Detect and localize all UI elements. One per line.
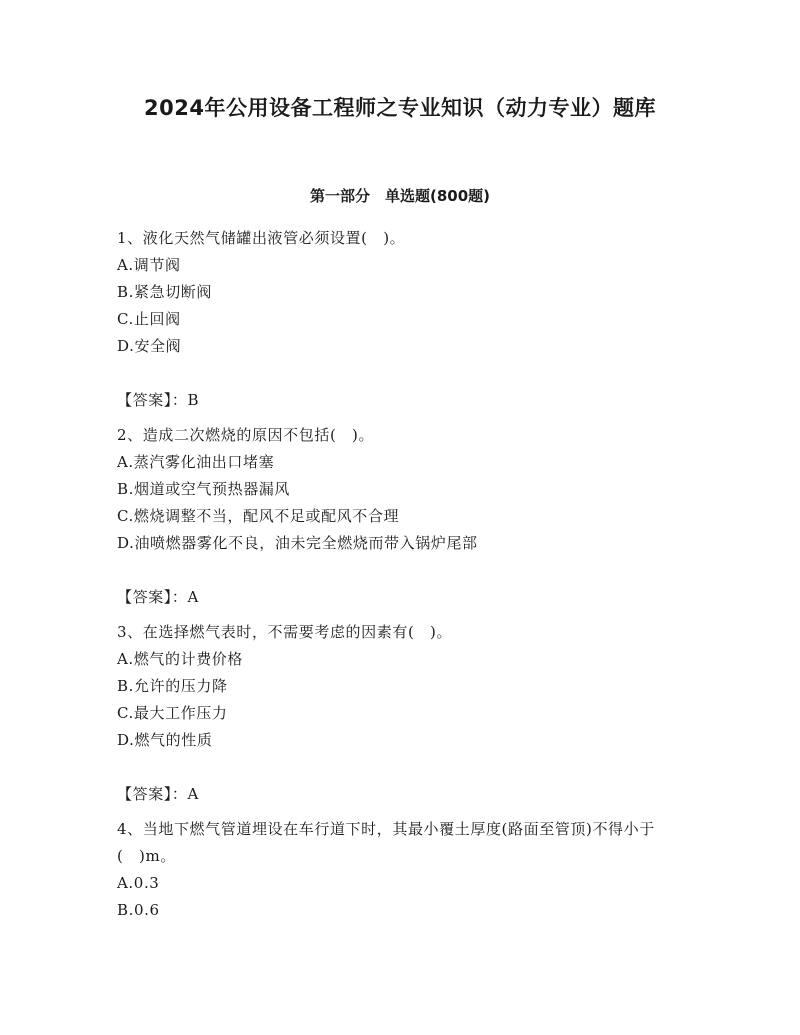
option-c: C.止回阀 <box>117 310 181 328</box>
option-d: D.油喷燃器雾化不良，油未完全燃烧而带入锅炉尾部 <box>117 534 478 552</box>
answer-value: B <box>187 391 200 409</box>
answer-line <box>117 584 687 611</box>
answer-label: 【答案】： <box>117 588 188 606</box>
question-stem: 2、造成二次燃烧的原因不包括( )。 <box>117 426 375 444</box>
option-a: A.调节阀 <box>117 256 181 274</box>
question-stem: 3、在选择燃气表时，不需要考虑的因素有( )。 <box>117 623 453 641</box>
question-item <box>117 816 687 924</box>
question-stem: 1、液化天然气储罐出液管必须设置( )。 <box>117 229 406 247</box>
question-item <box>117 422 687 611</box>
option-d: D.安全阀 <box>117 337 182 355</box>
option-b: B.烟道或空气预热器漏风 <box>117 480 290 498</box>
answer-value: A <box>187 785 199 803</box>
option-c: C.燃烧调整不当，配风不足或配风不合理 <box>117 507 400 525</box>
answer-line <box>117 781 687 808</box>
answer-line <box>117 387 687 414</box>
option-a: A.0.3 <box>117 874 160 892</box>
option-b: B.0.6 <box>117 901 160 919</box>
option-a: A.蒸汽雾化油出口堵塞 <box>117 453 275 471</box>
document-title: 2024年公用设备工程师之专业知识（动力专业）题库 <box>144 96 656 120</box>
answer-label: 【答案】： <box>117 391 188 409</box>
answer-value: A <box>187 588 199 606</box>
question-item <box>117 225 687 414</box>
section-title: 第一部分 单选题(800题) <box>309 187 491 205</box>
option-b: B.紧急切断阀 <box>117 283 212 301</box>
question-item <box>117 619 687 808</box>
question-stem: 4、当地下燃气管道埋设在车行道下时，其最小覆土厚度(路面至管顶)不得小于( )m。 <box>117 820 655 865</box>
option-c: C.最大工作压力 <box>117 704 228 722</box>
answer-label: 【答案】： <box>117 785 188 803</box>
question-list <box>117 225 687 924</box>
option-b: B.允许的压力降 <box>117 677 228 695</box>
option-d: D.燃气的性质 <box>117 731 213 749</box>
option-a: A.燃气的计费价格 <box>117 650 244 668</box>
